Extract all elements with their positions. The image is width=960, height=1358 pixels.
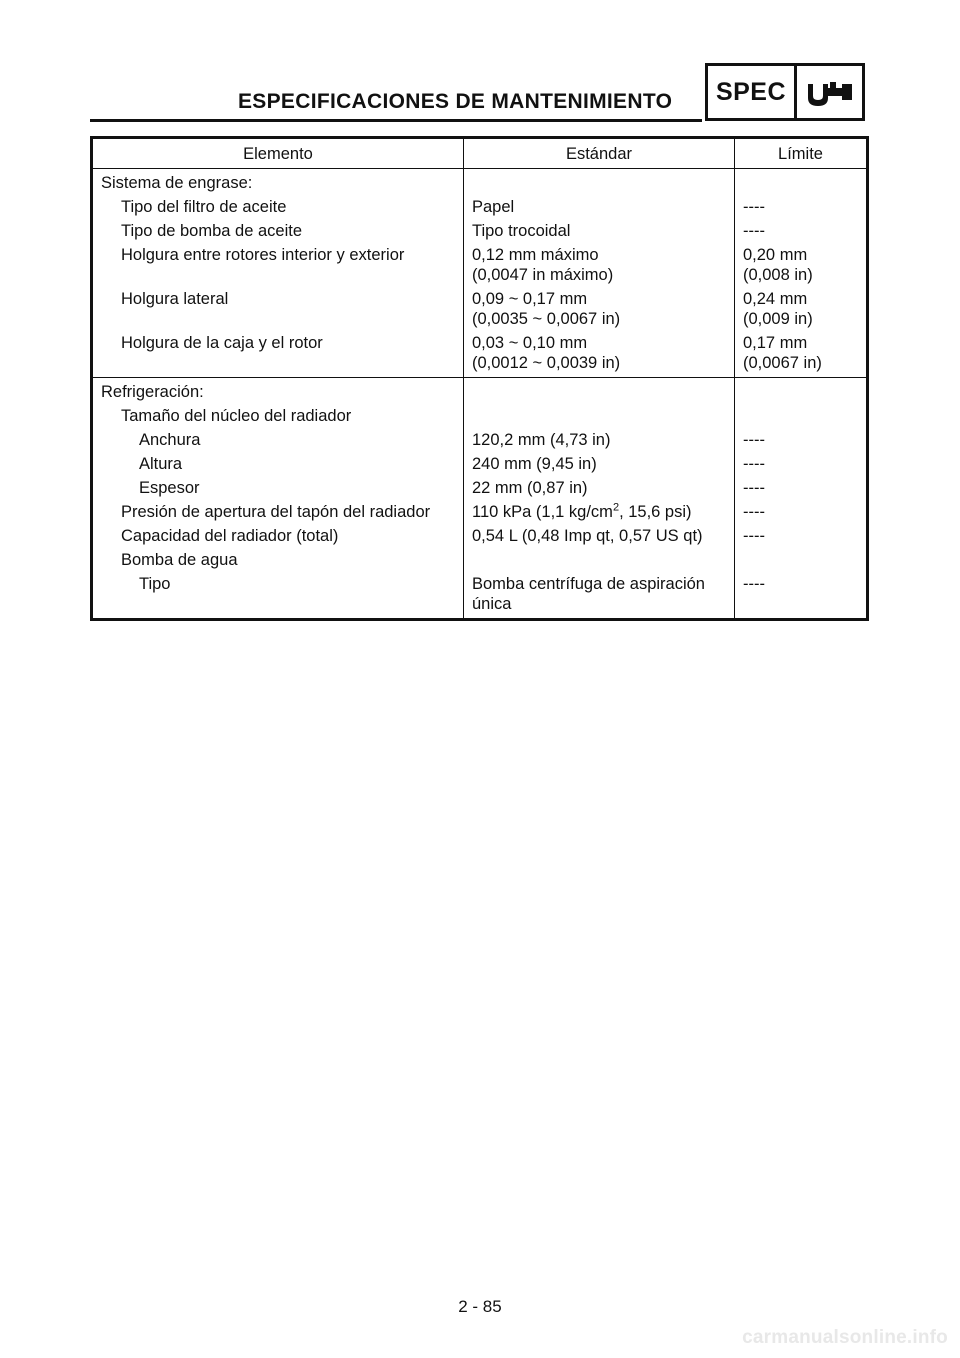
page-title: ESPECIFICACIONES DE MANTENIMIENTO xyxy=(238,90,673,113)
specifications-table xyxy=(90,136,869,621)
item-cell: Tipo de bomba de aceite xyxy=(92,219,464,243)
section-label-lubrication: Sistema de engrase: xyxy=(92,169,464,196)
item-cell: Capacidad del radiador (total) xyxy=(92,524,464,548)
item-cell: Tamaño del núcleo del radiador xyxy=(92,404,464,428)
table-row xyxy=(92,476,868,500)
item-cell: Bomba de agua xyxy=(92,548,464,572)
standard-line: 0,03 ~ 0,10 mm xyxy=(472,334,588,352)
table-row xyxy=(92,548,868,572)
limit-cell: ---- xyxy=(743,455,765,473)
item-cell: Holgura lateral xyxy=(92,287,464,331)
standard-cell xyxy=(464,331,735,378)
standard-line: (0,0047 in máximo) xyxy=(472,266,614,284)
standard-cell xyxy=(464,287,735,331)
item-cell: Altura xyxy=(92,452,464,476)
table-row xyxy=(92,331,868,378)
limit-cell: ---- xyxy=(743,431,765,449)
table-row xyxy=(92,169,868,196)
wrench-icon xyxy=(797,66,862,118)
page-number: 2 - 85 xyxy=(458,1297,502,1316)
limit-line: 0,17 mm xyxy=(743,334,808,352)
table-row xyxy=(92,378,868,405)
table-row xyxy=(92,287,868,331)
standard-cell: Tipo trocoidal xyxy=(464,219,735,243)
table-row xyxy=(92,195,868,219)
limit-cell: ---- xyxy=(743,198,765,216)
limit-cell: ---- xyxy=(743,527,765,545)
item-cell: Holgura entre rotores interior y exterior xyxy=(92,243,464,287)
standard-cell: 0,54 L (0,48 Imp qt, 0,57 US qt) xyxy=(464,524,735,548)
limit-cell xyxy=(735,243,868,287)
table-row xyxy=(92,428,868,452)
item-cell: Anchura xyxy=(92,428,464,452)
standard-text: 110 kPa (1,1 kg/cm xyxy=(472,503,613,521)
column-header-item: Elemento xyxy=(92,138,464,169)
standard-cell: 240 mm (9,45 in) xyxy=(464,452,735,476)
item-cell: Holgura de la caja y el rotor xyxy=(92,331,464,378)
watermark: carmanualsonline.info xyxy=(742,1327,948,1348)
limit-cell: ---- xyxy=(743,503,765,521)
limit-line: (0,008 in) xyxy=(743,266,813,284)
table-row xyxy=(92,404,868,428)
superscript: 2 xyxy=(612,501,620,514)
table-row xyxy=(92,524,868,548)
header-rule xyxy=(90,119,702,122)
limit-cell: ---- xyxy=(743,222,765,240)
item-cell: Tipo xyxy=(92,572,464,620)
limit-line: 0,24 mm xyxy=(743,290,808,308)
limit-cell: ---- xyxy=(743,479,765,497)
table-row xyxy=(92,452,868,476)
standard-cell xyxy=(464,243,735,287)
table-row xyxy=(92,500,868,524)
limit-line: (0,0067 in) xyxy=(743,354,822,372)
cooling-section xyxy=(92,378,868,620)
standard-line: (0,0035 ~ 0,0067 in) xyxy=(472,310,621,328)
spec-badge xyxy=(705,63,865,121)
standard-cell: Papel xyxy=(464,195,735,219)
standard-cell xyxy=(464,500,735,524)
table-row xyxy=(92,219,868,243)
table-row xyxy=(92,572,868,620)
item-cell: Presión de apertura del tapón del radiador xyxy=(92,500,464,524)
column-header-limit: Límite xyxy=(735,138,868,169)
standard-cell xyxy=(464,572,735,620)
standard-line: única xyxy=(472,595,512,613)
limit-cell xyxy=(735,287,868,331)
lubrication-section xyxy=(92,169,868,378)
table-row xyxy=(92,243,868,287)
limit-cell: ---- xyxy=(743,575,765,593)
standard-text: , 15,6 psi) xyxy=(619,503,692,521)
spec-label: SPEC xyxy=(708,66,797,118)
limit-line: (0,009 in) xyxy=(743,310,813,328)
table-header-row xyxy=(92,138,868,169)
section-label-cooling: Refrigeración: xyxy=(92,378,464,405)
item-cell: Tipo del filtro de aceite xyxy=(92,195,464,219)
item-cell: Espesor xyxy=(92,476,464,500)
standard-cell: 120,2 mm (4,73 in) xyxy=(464,428,735,452)
standard-line: (0,0012 ~ 0,0039 in) xyxy=(472,354,621,372)
standard-line: Bomba centrífuga de aspiración xyxy=(472,575,705,593)
limit-line: 0,20 mm xyxy=(743,246,808,264)
standard-cell: 22 mm (0,87 in) xyxy=(464,476,735,500)
limit-cell xyxy=(735,331,868,378)
column-header-standard: Estándar xyxy=(464,138,735,169)
standard-line: 0,09 ~ 0,17 mm xyxy=(472,290,588,308)
standard-line: 0,12 mm máximo xyxy=(472,246,599,264)
